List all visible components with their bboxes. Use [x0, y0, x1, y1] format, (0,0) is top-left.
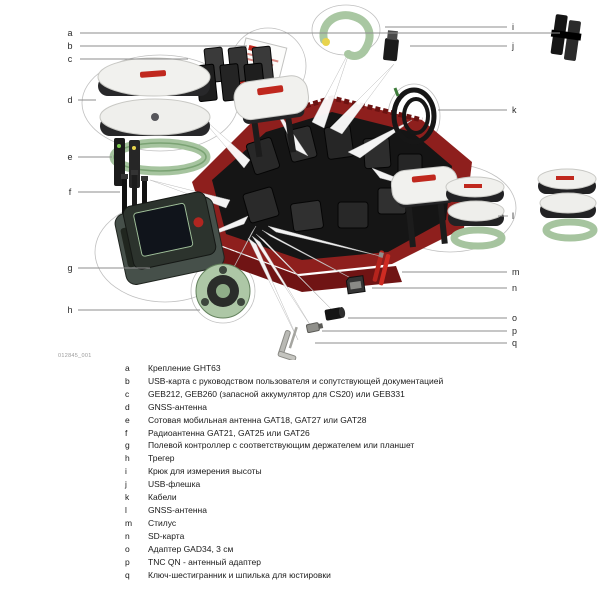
legend-item-letter: f: [125, 427, 128, 438]
callout-e: e: [67, 152, 73, 162]
callout-b: b: [67, 41, 73, 51]
legend-item-q: [125, 569, 545, 582]
legend-item-letter: b: [125, 375, 130, 386]
legend-item-text: Крюк для измерения высоты: [148, 466, 262, 477]
legend-item-text: GEB212, GEB260 (запасной аккумулятор для CS20) или GEB331: [148, 388, 405, 399]
legend-item-text: GNSS-антенна: [148, 504, 207, 515]
legend-item-p: [125, 556, 545, 569]
callout-l: l: [512, 211, 514, 221]
legend-item-letter: l: [125, 504, 127, 515]
callout-p: p: [512, 326, 518, 336]
legend-item-e: [125, 414, 545, 427]
legend-item-letter: e: [125, 414, 130, 425]
legend-item-text: SD-карта: [148, 530, 185, 541]
legend-item-letter: i: [125, 466, 127, 477]
legend-item-letter: g: [125, 440, 130, 451]
legend-item-n: [125, 530, 545, 543]
legend-item-letter: h: [125, 453, 130, 464]
legend-item-g: [125, 439, 545, 452]
callout-j: j: [512, 41, 514, 51]
hex-key-item: [278, 324, 305, 360]
callout-f: f: [68, 187, 72, 197]
legend-item-text: Сотовая мобильная антенна GAT18, GAT27 или GAT28: [148, 414, 367, 425]
legend: [125, 362, 545, 581]
legend-item-letter: p: [125, 556, 130, 567]
legend-item-text: USB-флешка: [148, 479, 201, 490]
adapter-item: [324, 306, 346, 320]
legend-item-h: [125, 452, 545, 465]
legend-item-i: [125, 465, 545, 478]
callout-g: g: [67, 263, 73, 273]
callout-i: i: [512, 22, 514, 32]
sd-card-item: [346, 276, 365, 294]
legend-item-l: [125, 504, 545, 517]
legend-item-text: GNSS-антенна: [148, 401, 207, 412]
bracket-item: [548, 14, 584, 62]
legend-item-text: Крепление GHT63: [148, 363, 221, 373]
legend-item-d: [125, 401, 545, 414]
legend-item-letter: q: [125, 569, 130, 580]
legend-item-o: [125, 543, 545, 556]
legend-item-text: Стилус: [148, 517, 177, 528]
legend-item-text: Полевой контроллер с соответствующим держателем или планшет: [148, 440, 415, 451]
legend-item-text: Радиоантенна GAT21, GAT25 или GAT26: [148, 427, 310, 438]
legend-item-text: Трегер: [148, 453, 175, 464]
legend-item-text: Адаптер GAD34, 3 см: [148, 543, 234, 554]
legend-item-letter: k: [125, 492, 130, 503]
legend-item-m: [125, 517, 545, 530]
legend-item-a: [125, 362, 545, 375]
legend-item-letter: j: [125, 479, 127, 490]
legend-item-letter: n: [125, 530, 130, 541]
height-hook-item: [322, 15, 370, 56]
usb-stick-item: [383, 30, 400, 61]
gnss-antenna-stack-far-right: [538, 169, 596, 238]
callout-k: k: [512, 105, 517, 115]
callout-a: a: [67, 28, 73, 38]
legend-item-text: Кабели: [148, 492, 177, 503]
legend-item-f: [125, 427, 545, 440]
gnss-antenna-stack-right: [446, 177, 504, 246]
callout-o: o: [512, 313, 518, 323]
legend-item-letter: m: [125, 517, 133, 528]
legend-item-text: USB-карта с руководством пользователя и сопутствующей документацией: [148, 375, 444, 386]
legend-item-b: [125, 375, 545, 388]
legend-item-k: [125, 491, 545, 504]
callout-h: h: [67, 305, 73, 315]
legend-item-text: Ключ-шестигранник и шпилька для юстировки: [148, 569, 331, 580]
figure-id: 012845_001: [58, 353, 92, 359]
legend-item-letter: c: [125, 388, 130, 399]
callout-m: m: [512, 267, 520, 277]
legend-item-letter: a: [125, 363, 130, 373]
callout-c: c: [67, 54, 73, 64]
tribrach-item: [196, 264, 250, 318]
legend-item-text: TNC QN - антенный адаптер: [148, 556, 261, 567]
callout-q: q: [512, 338, 518, 348]
legend-item-j: [125, 478, 545, 491]
legend-item-letter: d: [125, 401, 130, 412]
callout-d: d: [67, 95, 73, 105]
callout-n: n: [512, 283, 518, 293]
legend-item-letter: o: [125, 543, 130, 554]
legend-item-c: [125, 388, 545, 401]
